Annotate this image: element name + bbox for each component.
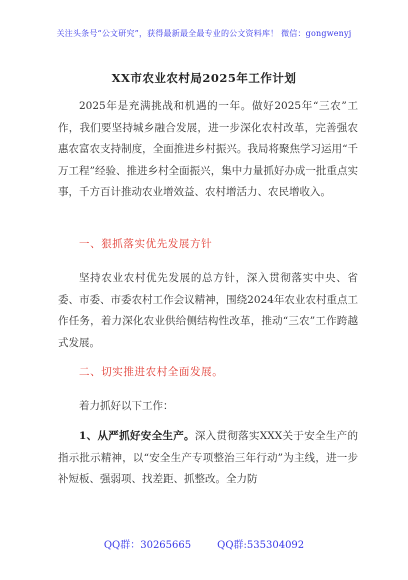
section-1-heading: 一、狠抓落实优先发展方针: [79, 238, 213, 250]
section-2-heading: 二、切实推进农村全面发展。: [79, 366, 224, 378]
footer: [0, 536, 408, 551]
item-1-body: 深入贯彻落实XXX关于安全生产的指示批示精神，以“安全生产专项整治三年行动”为主线，进一步补短板、强弱项、找差距、抓整改。全力防: [58, 430, 358, 485]
intro-paragraph: 2025年是充满挑战和机遇的一年。做好2025年“三农”工作，我们要坚持城乡融合发展，进一步深化农村改革，完善强农惠农富农支持制度，全面推进乡村振兴。我局将聚焦学习运用“千万工程”经验、推进乡村全面振兴，集中力量抓好办成一批重点实事，千方百计推动农业增效益、农村增活力、农民增收入。: [58, 100, 358, 198]
header-banner: 关注头条号“公文研究”，获得最新最全最专业的公文资料库！ 微信：gongwenyj: [56, 29, 352, 38]
item-1-lead: 1、从严抓好安全生产。: [79, 430, 195, 442]
footer-qq-group-2: QQ群:535304092: [217, 540, 305, 551]
document-title: XX市农业农村局2025年工作计划: [111, 71, 297, 85]
item-1-paragraph: [58, 426, 358, 491]
section-2-intro: 着力抓好以下工作：: [79, 400, 174, 412]
section-1-paragraph: 坚持农业农村优先发展的总方针，深入贯彻落实中央、省委、市委、市委农村工作会议精神，围绕2024年农业农村重点工作任务，着力深化农业供给侧结构性改革，推动“三农”工作跨越式发展。: [58, 272, 358, 349]
footer-qq-group-1: QQ群：30265665: [103, 540, 192, 551]
